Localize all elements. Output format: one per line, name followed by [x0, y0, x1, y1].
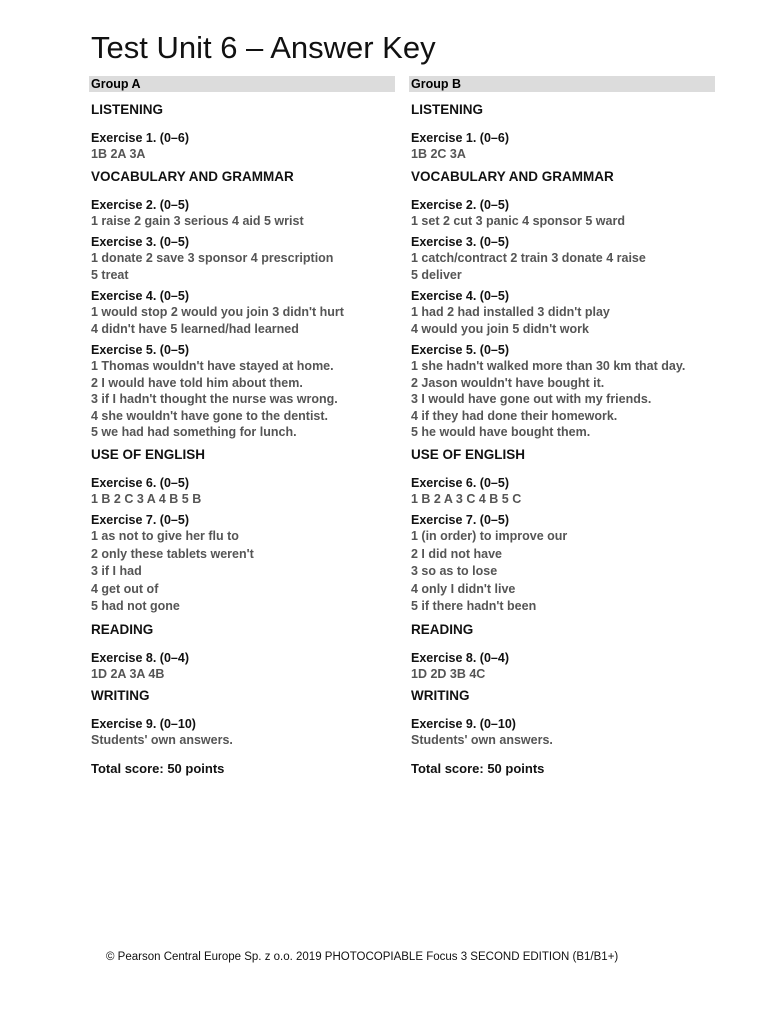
exercise-block	[409, 717, 715, 749]
answer-line: 5 if there hadn't been	[411, 599, 537, 613]
exercise-title: Exercise 4. (0–5)	[411, 289, 509, 303]
answer-line: Students' own answers.	[91, 733, 233, 747]
answer-line: 5 he would have bought them.	[411, 425, 591, 439]
answer-line: 4 would you join 5 didn't work	[411, 321, 589, 336]
exercise-title: Exercise 5. (0–5)	[91, 343, 189, 357]
answer-line: 4 only I didn't live	[411, 581, 516, 596]
answer-line: 1 catch/contract 2 train 3 donate 4 raise	[411, 251, 646, 265]
exercise-title: Exercise 7. (0–5)	[411, 513, 509, 527]
exercise-title: Exercise 7. (0–5)	[91, 513, 189, 527]
answer-line: Students' own answers.	[411, 733, 553, 747]
answer-line: 2 only these tablets weren't	[91, 546, 254, 561]
exercise-title: Exercise 9. (0–10)	[411, 717, 516, 731]
group-a-sections	[89, 102, 395, 749]
answer-line: 1 Thomas wouldn't have stayed at home.	[91, 359, 334, 373]
exercise-block	[89, 513, 395, 616]
exercise-block	[89, 198, 395, 230]
section-heading: LISTENING	[411, 102, 484, 117]
section-heading: READING	[411, 621, 474, 637]
answer-line: 1 donate 2 save 3 sponsor 4 prescription	[91, 251, 334, 265]
answer-line: 1 she hadn't walked more than 30 km that day.	[411, 359, 686, 373]
exercise-title: Exercise 2. (0–5)	[411, 197, 509, 212]
exercise-block	[89, 289, 395, 337]
answer-line: 3 so as to lose	[411, 564, 498, 578]
exercise-title: Exercise 5. (0–5)	[411, 343, 509, 357]
exercise-title: Exercise 1. (0–6)	[411, 131, 509, 145]
exercise-block	[89, 717, 395, 749]
exercise-title: Exercise 2. (0–5)	[91, 197, 189, 212]
exercise-block	[409, 289, 715, 337]
answer-line: 1 set 2 cut 3 panic 4 sponsor 5 ward	[411, 213, 625, 228]
answer-line: 1 as not to give her flu to	[91, 529, 239, 543]
answer-line: 3 I would have gone out with my friends.	[411, 392, 652, 406]
exercise-title: Exercise 6. (0–5)	[411, 475, 509, 490]
exercise-title: Exercise 4. (0–5)	[91, 289, 189, 303]
exercise-title: Exercise 1. (0–6)	[91, 131, 189, 145]
exercise-title: Exercise 9. (0–10)	[91, 717, 196, 731]
exercise-block	[89, 235, 395, 283]
answer-line: 1B 2A 3A	[91, 147, 146, 161]
answer-line: 5 deliver	[411, 267, 462, 282]
answer-line: 1 had 2 had installed 3 didn't play	[411, 305, 610, 319]
answer-line: 1D 2D 3B 4C	[411, 666, 486, 681]
exercise-block	[409, 513, 715, 616]
answer-line: 4 she wouldn't have gone to the dentist.	[91, 408, 329, 423]
exercise-block	[89, 343, 395, 441]
exercise-title: Exercise 8. (0–4)	[411, 650, 509, 665]
answer-line: 1 raise 2 gain 3 serious 4 aid 5 wrist	[91, 213, 304, 228]
answer-line: 2 I would have told him about them.	[91, 375, 303, 390]
answer-line: 5 had not gone	[91, 599, 180, 613]
exercise-title: Exercise 3. (0–5)	[91, 235, 189, 249]
section-heading: USE OF ENGLISH	[411, 446, 526, 462]
exercise-block	[409, 198, 715, 230]
section-heading: VOCABULARY AND GRAMMAR	[411, 168, 614, 184]
exercise-block	[89, 476, 395, 508]
exercise-block	[409, 651, 715, 683]
answer-line: 4 if they had done their homework.	[411, 408, 618, 423]
answer-line: 1 B 2 C 3 A 4 B 5 B	[91, 491, 202, 506]
group-b-sections	[409, 102, 715, 749]
exercise-block	[409, 235, 715, 283]
section-heading: VOCABULARY AND GRAMMAR	[91, 168, 294, 184]
exercise-title: Exercise 3. (0–5)	[411, 235, 509, 249]
answer-line: 1B 2C 3A	[411, 147, 466, 161]
answer-line: 5 treat	[91, 267, 129, 282]
group-b-header: Group B	[409, 76, 715, 92]
section-heading: READING	[91, 621, 154, 637]
answer-line: 4 get out of	[91, 581, 159, 596]
answer-line: 3 if I hadn't thought the nurse was wrong.	[91, 392, 338, 406]
answer-line: 1D 2A 3A 4B	[91, 666, 165, 681]
group-a-column	[89, 76, 395, 776]
section-heading: WRITING	[411, 688, 470, 703]
answer-line: 3 if I had	[91, 564, 142, 578]
group-b-total: Total score: 50 points	[411, 760, 545, 776]
answer-line: 1 B 2 A 3 C 4 B 5 C	[411, 491, 522, 506]
group-b-column	[409, 76, 715, 776]
exercise-title: Exercise 6. (0–5)	[91, 475, 189, 490]
answer-line: 1 (in order) to improve our	[411, 529, 568, 543]
exercise-block	[409, 131, 715, 163]
section-heading: WRITING	[91, 688, 150, 703]
exercise-title: Exercise 8. (0–4)	[91, 650, 189, 665]
exercise-block	[409, 343, 715, 441]
answer-line: 2 Jason wouldn't have bought it.	[411, 375, 605, 390]
answer-line: 2 I did not have	[411, 546, 502, 561]
copyright-footer: © Pearson Central Europe Sp. z o.o. 2019 PHOTOCOPIABLE Focus 3 SECOND EDITION (B1/B1+)	[106, 951, 619, 963]
answer-line: 5 we had had something for lunch.	[91, 425, 297, 439]
section-heading: LISTENING	[91, 102, 164, 117]
exercise-block	[409, 476, 715, 508]
page-title: Test Unit 6 – Answer Key	[91, 30, 436, 65]
answer-line: 1 would stop 2 would you join 3 didn't hurt	[91, 305, 344, 319]
group-a-total: Total score: 50 points	[91, 760, 225, 776]
group-a-header: Group A	[89, 76, 395, 92]
section-heading: USE OF ENGLISH	[91, 446, 206, 462]
exercise-block	[89, 131, 395, 163]
answer-line: 4 didn't have 5 learned/had learned	[91, 321, 299, 336]
exercise-block	[89, 651, 395, 683]
